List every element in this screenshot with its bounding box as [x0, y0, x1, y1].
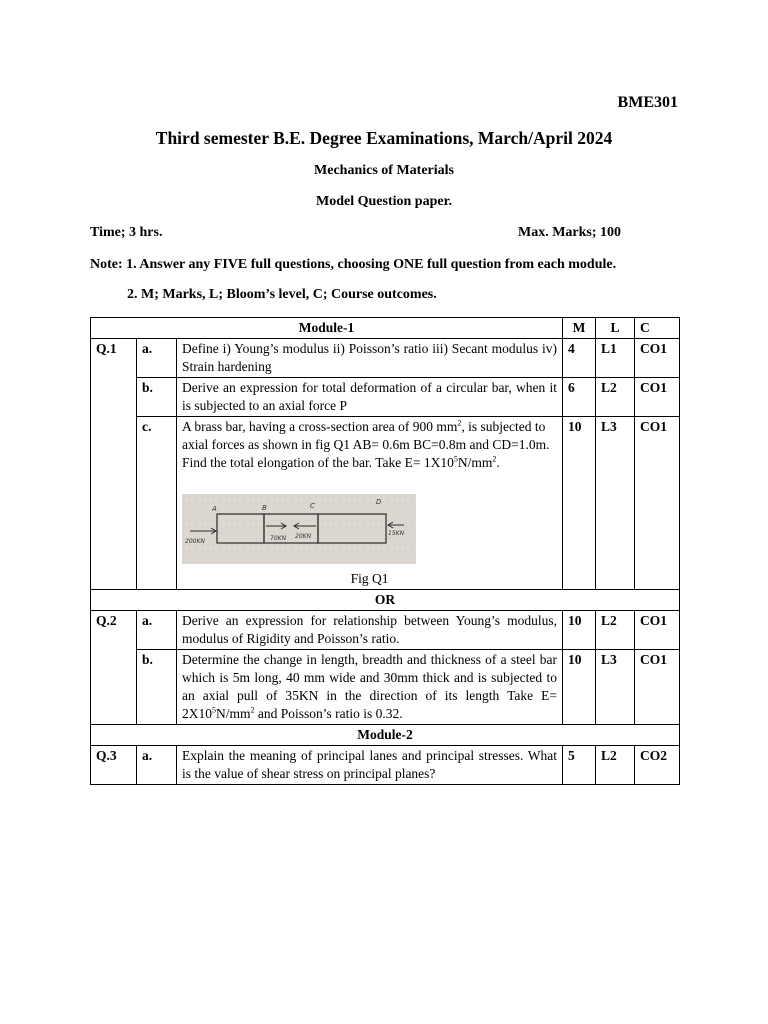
figure-label-b: B: [262, 504, 267, 512]
question-number: Q.3: [91, 746, 137, 785]
exam-time: Time; 3 hrs.: [90, 225, 163, 240]
question-part: c.: [137, 417, 177, 590]
question-co: CO1: [635, 339, 680, 378]
table-row: [91, 378, 680, 417]
question-table: [90, 317, 680, 785]
paper-type: Model Question paper.: [316, 194, 452, 209]
or-separator: OR: [91, 590, 680, 611]
question-level: L2: [596, 746, 635, 785]
question-co: CO1: [635, 417, 680, 590]
question-part: b.: [137, 378, 177, 417]
question-text: Derive an expression for relationship between Young’s modulus, modulus of Rigidity and Poisson’s ratio.: [177, 611, 563, 650]
table-row: [91, 746, 680, 785]
module-2-heading: Module-2: [91, 725, 680, 746]
note-1: Note: 1. Answer any FIVE full questions, choosing ONE full question from each module.: [90, 257, 617, 272]
subject-title: Mechanics of Materials: [314, 163, 454, 178]
force-label-20kn: 20KN: [295, 533, 312, 540]
question-level: L2: [596, 378, 635, 417]
figure-caption: Fig Q1: [350, 571, 389, 586]
note-2: 2. M; Marks, L; Bloom’s level, C; Course outcomes.: [127, 287, 437, 302]
level-column-header: L: [596, 318, 635, 339]
module-2-header-row: [91, 725, 680, 746]
question-text: Derive an expression for total deformation of a circular bar, when it is subjected to an axial force P: [177, 378, 563, 417]
table-row: [91, 650, 680, 725]
question-text: A brass bar, having a cross-section area of 900 $mm^2$, is subjected to axial forces as shown in fig Q1 AB= 0.6m BC=0.8m and CD=1.0m. Find the total elongation of the bar. Take $E= 1X10^5N/mm^2$.: [182, 418, 550, 470]
module-1-heading: Module-1: [91, 318, 563, 339]
question-part: a.: [137, 746, 177, 785]
figure-label-d: D: [376, 498, 382, 506]
max-marks: Max. Marks; 100: [518, 225, 622, 240]
table-row: [91, 417, 680, 590]
table-row: [91, 339, 680, 378]
question-co: CO1: [635, 378, 680, 417]
question-marks: 10: [563, 417, 596, 590]
marks-column-header: M: [563, 318, 596, 339]
course-code: BME301: [617, 94, 678, 111]
question-number: Q.2: [91, 611, 137, 725]
question-marks: 5: [563, 746, 596, 785]
question-marks: 4: [563, 339, 596, 378]
exam-title: Third semester B.E. Degree Examinations, March/April 2024: [155, 128, 613, 148]
question-co: CO1: [635, 611, 680, 650]
question-text: Define i) Young’s modulus ii) Poisson’s ratio iii) Secant modulus iv) Strain hardening: [177, 339, 563, 378]
course-outcome-column-header: C: [635, 318, 680, 339]
bar-diagram: [182, 494, 416, 564]
question-number: Q.1: [91, 339, 137, 590]
table-row: [91, 611, 680, 650]
figure-label-a: A: [212, 505, 217, 513]
question-level: L3: [596, 417, 635, 590]
question-co: CO1: [635, 650, 680, 725]
question-marks: 6: [563, 378, 596, 417]
force-label-200kn: 200KN: [185, 538, 205, 545]
question-text: Explain the meaning of principal lanes and principal stresses. What is the value of shear stress on principal planes?: [177, 746, 563, 785]
question-level: L3: [596, 650, 635, 725]
question-text-with-figure: [177, 417, 563, 590]
question-level: L2: [596, 611, 635, 650]
figure-label-c: C: [310, 502, 315, 510]
question-part: a.: [137, 611, 177, 650]
force-label-70kn: 70KN: [270, 535, 287, 542]
question-co: CO2: [635, 746, 680, 785]
question-marks: 10: [563, 650, 596, 725]
question-part: a.: [137, 339, 177, 378]
question-level: L1: [596, 339, 635, 378]
question-part: b.: [137, 650, 177, 725]
module-1-header-row: [91, 318, 680, 339]
question-text: Determine the change in length, breadth and thickness of a steel bar which is 5m long, 40 mm wide and 30mm thick and is subjected to an axial pull of 35KN in the direction of its length Take $E= 2X10^5N/mm^2$ and Poisson’s ratio is 0.32.: [177, 650, 563, 725]
question-marks: 10: [563, 611, 596, 650]
or-row: [91, 590, 680, 611]
figure-q1: [182, 494, 557, 588]
force-label-15kn: 15KN: [388, 530, 405, 537]
